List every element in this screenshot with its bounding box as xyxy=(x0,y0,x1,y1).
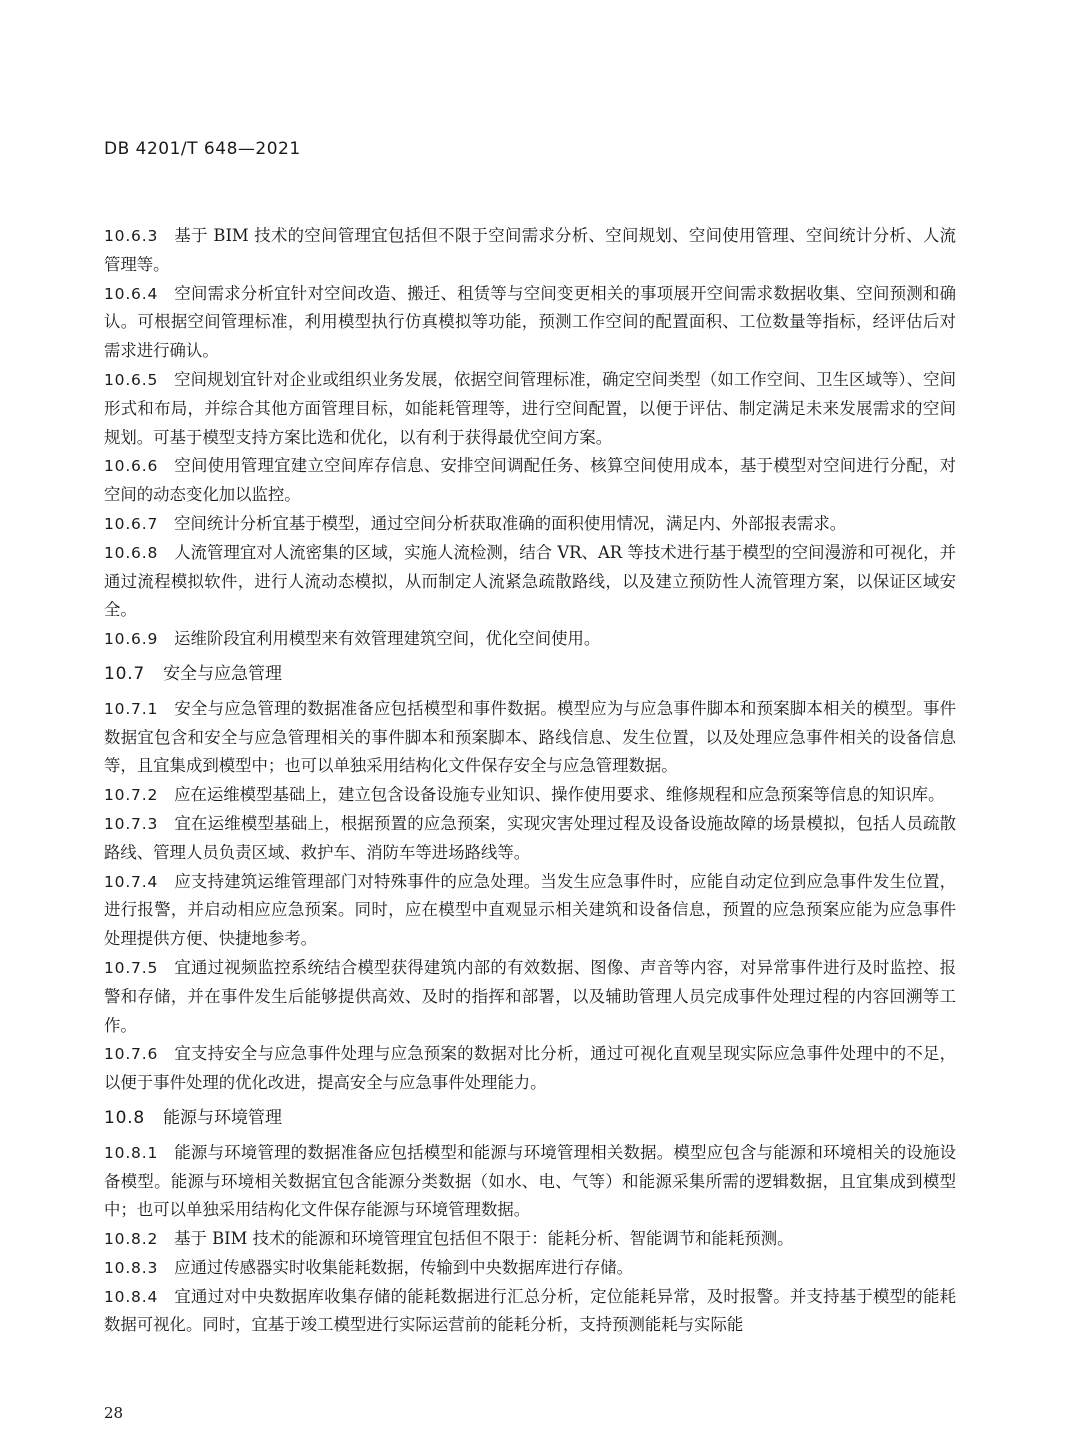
clause-text: 宜通过视频监控系统结合模型获得建筑内部的有效数据、图像、声音等内容，对异常事件进行及时监控、报警和存储，并在事件发生后能够提供高效、及时的指挥和部署，以及辅助管理人员完成事件处理过程的内容回溯等工作。 xyxy=(104,957,956,1035)
clause-number: 10.6.3 xyxy=(104,227,159,245)
document-header: DB 4201/T 648—2021 xyxy=(104,139,301,159)
clause-paragraph xyxy=(104,868,956,954)
clause-paragraph xyxy=(104,1139,956,1225)
clause-paragraph xyxy=(104,510,956,539)
section-heading xyxy=(104,660,956,689)
clause-paragraph xyxy=(104,452,956,510)
clause-number: 10.6.6 xyxy=(104,457,159,476)
clause-text: 空间统计分析宜基于模型，通过空间分析获取准确的面积使用情况，满足内、外部报表需求。 xyxy=(174,513,847,533)
clause-number: 10.7.2 xyxy=(104,786,159,805)
clause-number: 10.7.1 xyxy=(104,699,159,718)
clause-number: 10.8.3 xyxy=(104,1258,159,1277)
clause-text: 基于 BIM 技术的空间管理宜包括但不限于空间需求分析、空间规划、空间使用管理、空间统计分析、人流管理等。 xyxy=(104,226,956,274)
clause-paragraph xyxy=(104,810,956,868)
clause-number: 10.8.2 xyxy=(104,1230,159,1249)
clause-number: 10.7.6 xyxy=(104,1045,159,1064)
clause-text: 宜支持安全与应急事件处理与应急预案的数据对比分析，通过可视化直观呈现实际应急事件处理中的不足，以便于事件处理的优化改进，提高安全与应急事件处理能力。 xyxy=(104,1044,956,1093)
clause-paragraph xyxy=(104,539,956,625)
clause-text: 宜在运维模型基础上，根据预置的应急预案，实现灾害处理过程及设备设施故障的场景模拟，包括人员疏散路线、管理人员负责区域、救护车、消防车等进场路线等。 xyxy=(104,813,956,862)
clause-number: 10.6.8 xyxy=(104,543,159,562)
clause-paragraph xyxy=(104,366,956,452)
clause-text: 安全与应急管理的数据准备应包括模型和事件数据。模型应为与应急事件脚本和预案脚本相关的模型。事件数据宜包含和安全与应急管理相关的事件脚本和预案脚本、路线信息、发生位置，以及处理应急事件相关的设备信息等，且宜集成到模型中；也可以单独采用结构化文件保存安全与应急管理数据。 xyxy=(104,698,956,776)
section-heading xyxy=(104,1104,956,1133)
clause-number: 10.6.5 xyxy=(104,370,159,389)
clause-number: 10.8.1 xyxy=(104,1143,159,1162)
clause-number: 10.7.4 xyxy=(104,872,159,891)
clause-paragraph xyxy=(104,1283,956,1341)
section-title: 能源与环境管理 xyxy=(163,1107,283,1128)
section-number: 10.8 xyxy=(104,1107,146,1128)
clause-text: 能源与环境管理的数据准备应包括模型和能源与环境管理相关数据。模型应包含与能源和环境相关的设施设备模型。能源与环境相关数据宜包含能源分类数据（如水、电、气等）和能源采集所需的逻辑数据，且宜集成到模型中；也可以单独采用结构化文件保存能源与环境管理数据。 xyxy=(104,1142,956,1220)
clause-text: 宜通过对中央数据库收集存储的能耗数据进行汇总分析，定位能耗异常，及时报警。并支持基于模型的能耗数据可视化。同时，宜基于竣工模型进行实际运营前的能耗分析，支持预测能耗与实际能 xyxy=(104,1286,956,1335)
clause-paragraph xyxy=(104,1040,956,1098)
clause-number: 10.7.5 xyxy=(104,958,159,977)
clause-paragraph xyxy=(104,695,956,781)
document-body xyxy=(104,222,956,1340)
clause-paragraph xyxy=(104,1254,956,1283)
clause-number: 10.8.4 xyxy=(104,1287,159,1306)
clause-text: 人流管理宜对人流密集的区域，实施人流检测，结合 VR、AR 等技术进行基于模型的空间漫游和可视化，并通过流程模拟软件，进行人流动态模拟，从而制定人流紧急疏散路线，以及建立预防性人流管理方案，以保证区域安全。 xyxy=(104,542,956,620)
clause-number: 10.6.4 xyxy=(104,284,159,303)
clause-text: 基于 BIM 技术的能源和环境管理宜包括但不限于：能耗分析、智能调节和能耗预测。 xyxy=(174,1229,794,1249)
clause-text: 空间规划宜针对企业或组织业务发展，依据空间管理标准，确定空间类型（如工作空间、卫生区域等）、空间形式和布局，并综合其他方面管理目标，如能耗管理等，进行空间配置，以便于评估、制定满足未来发展需求的空间规划。可基于模型支持方案比选和优化，以有利于获得最优空间方案。 xyxy=(104,369,956,447)
clause-text: 应在运维模型基础上，建立包含设备设施专业知识、操作使用要求、维修规程和应急预案等信息的知识库。 xyxy=(174,785,945,805)
clause-paragraph xyxy=(104,280,956,366)
clause-text: 应支持建筑运维管理部门对特殊事件的应急处理。当发生应急事件时，应能自动定位到应急事件发生位置，进行报警，并启动相应应急预案。同时，应在模型中直观显示相关建筑和设备信息，预置的应急预案应能为应急事件处理提供方便、快捷地参考。 xyxy=(104,871,956,949)
clause-number: 10.6.7 xyxy=(104,514,159,533)
page-number: 28 xyxy=(104,1404,124,1422)
clause-paragraph xyxy=(104,625,956,654)
clause-paragraph xyxy=(104,954,956,1040)
clause-number: 10.7.3 xyxy=(104,814,159,833)
clause-number: 10.6.9 xyxy=(104,630,159,649)
clause-text: 空间需求分析宜针对空间改造、搬迁、租赁等与空间变更相关的事项展开空间需求数据收集、空间预测和确认。可根据空间管理标准，利用模型执行仿真模拟等功能，预测工作空间的配置面积、工位数量等指标，经评估后对需求进行确认。 xyxy=(104,283,956,361)
clause-paragraph xyxy=(104,1225,956,1254)
clause-text: 运维阶段宜利用模型来有效管理建筑空间，优化空间使用。 xyxy=(174,629,601,649)
clause-text: 空间使用管理宜建立空间库存信息、安排空间调配任务、核算空间使用成本，基于模型对空间进行分配，对空间的动态变化加以监控。 xyxy=(104,456,956,505)
clause-paragraph xyxy=(104,781,956,810)
section-title: 安全与应急管理 xyxy=(163,663,283,684)
clause-paragraph xyxy=(104,222,956,280)
section-number: 10.7 xyxy=(104,663,146,684)
clause-text: 应通过传感器实时收集能耗数据，传输到中央数据库进行存储。 xyxy=(174,1257,634,1277)
